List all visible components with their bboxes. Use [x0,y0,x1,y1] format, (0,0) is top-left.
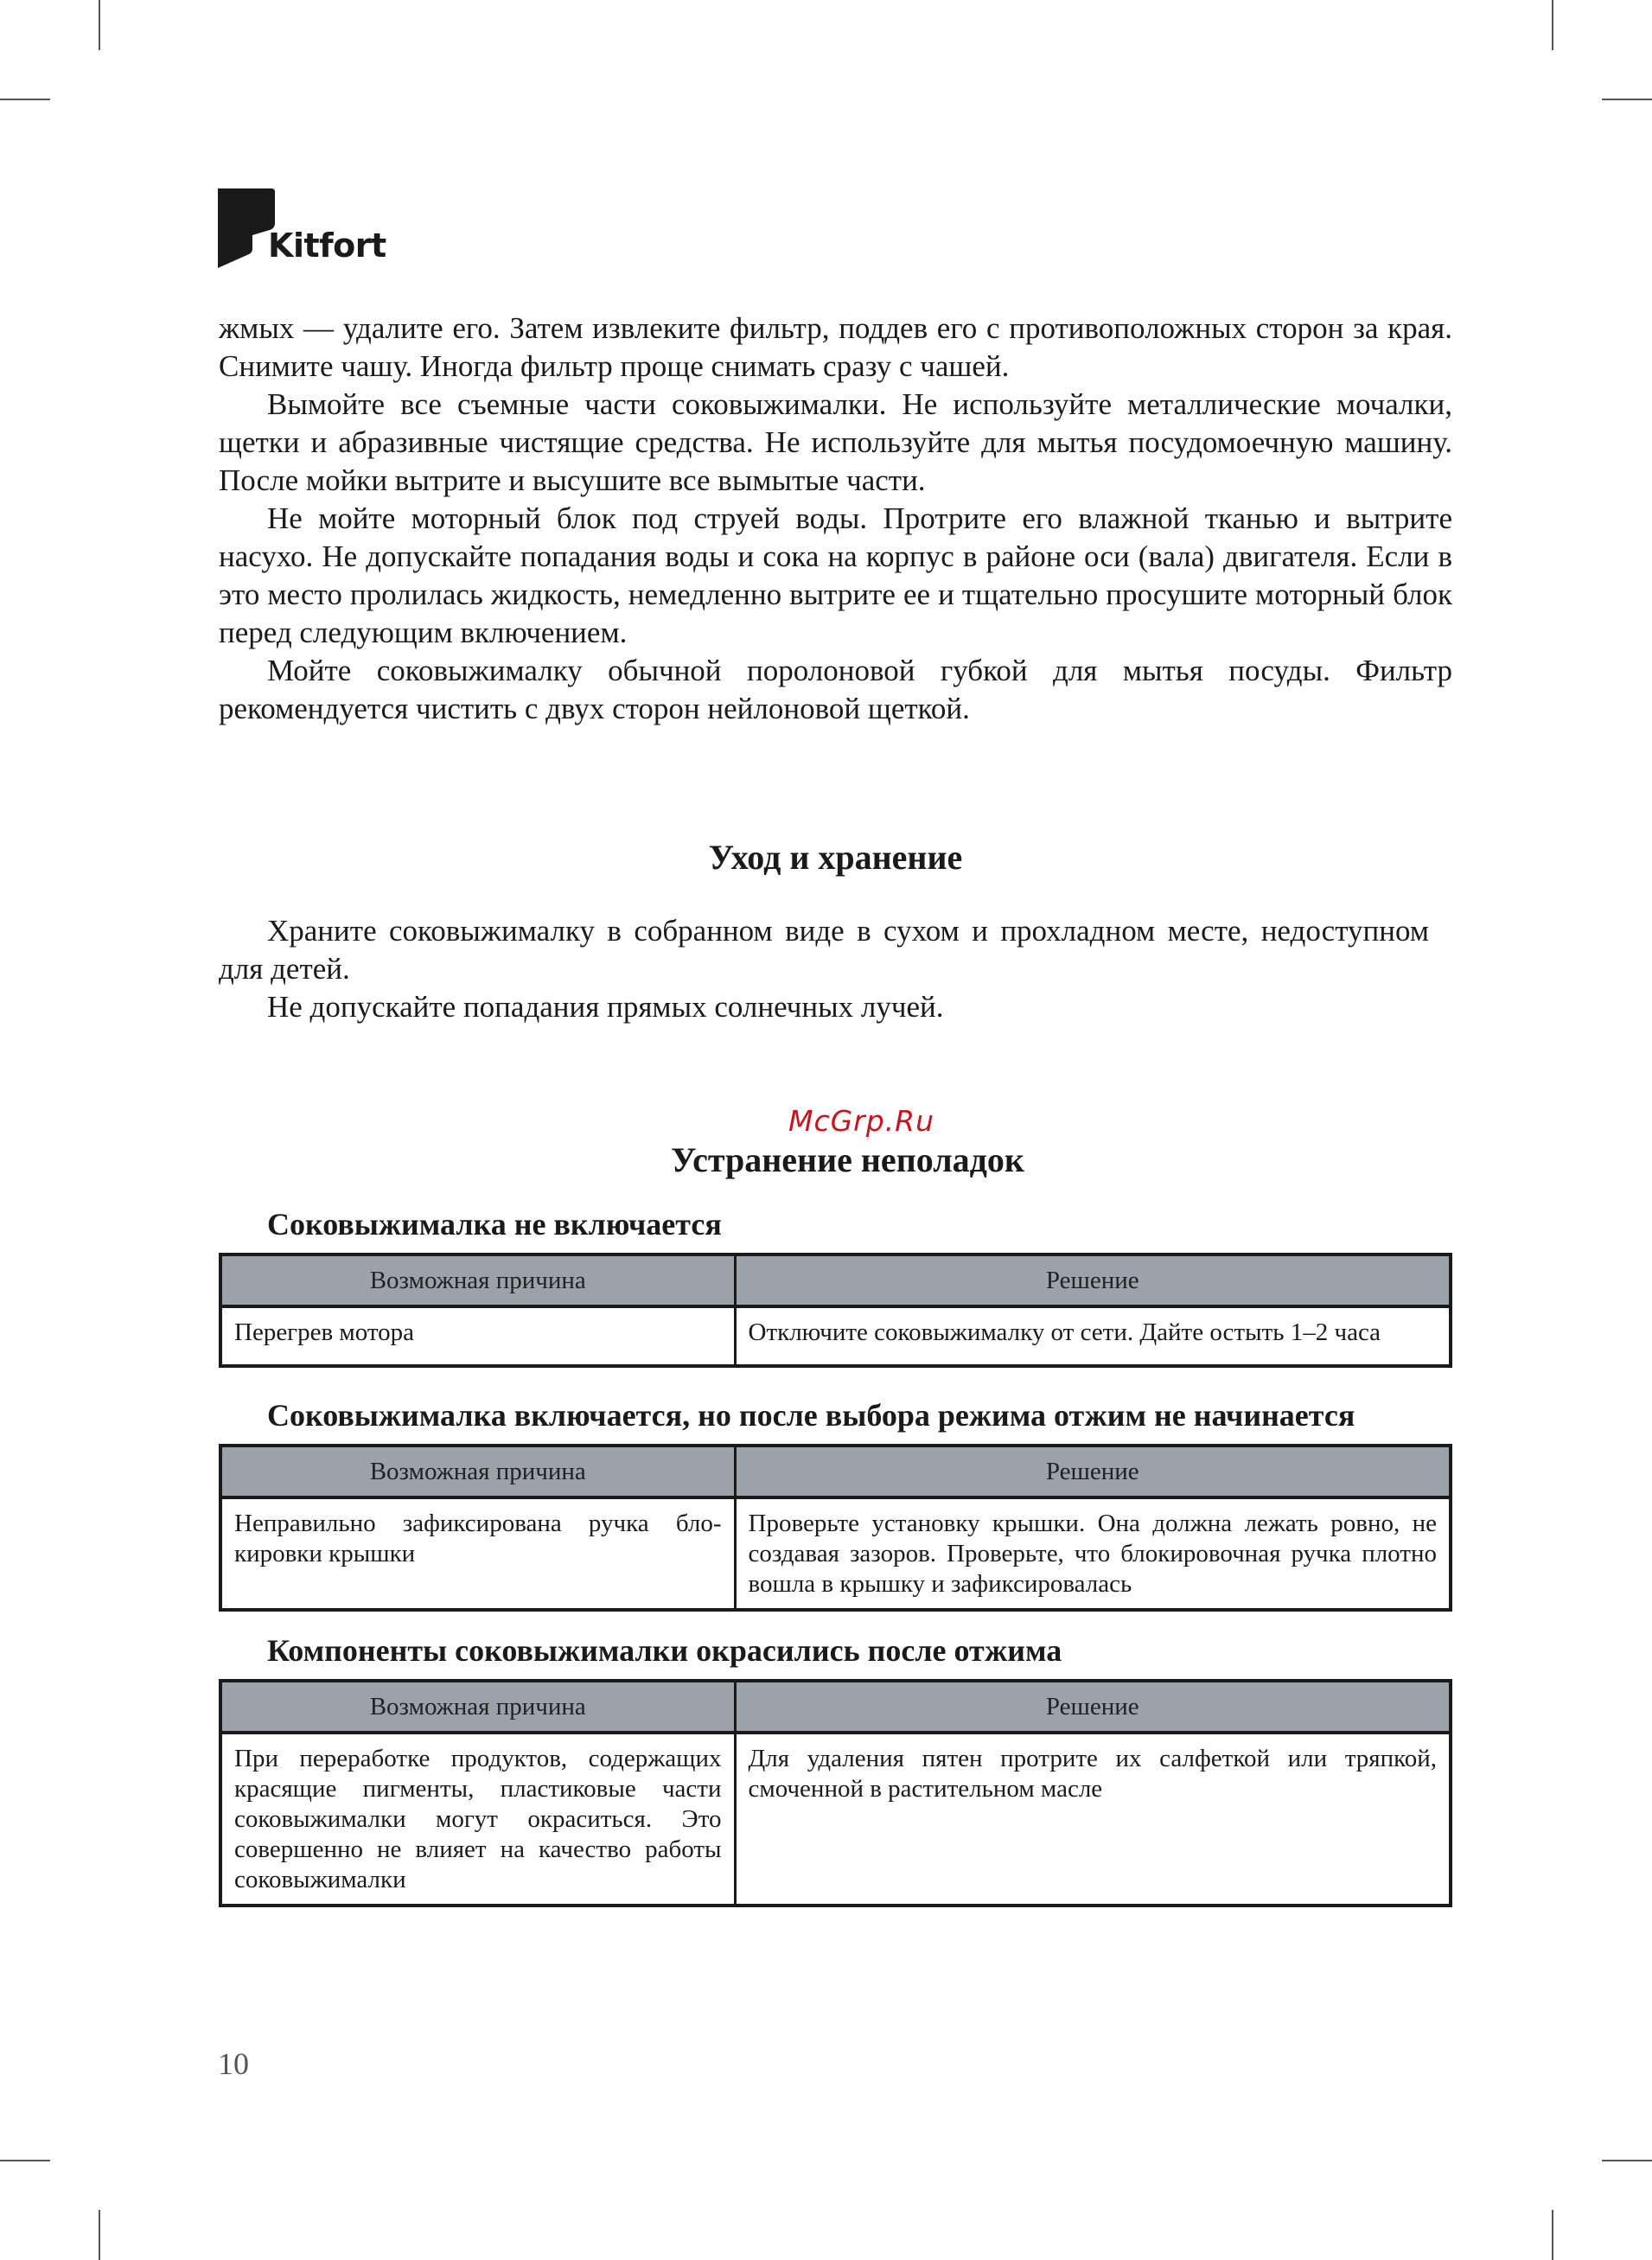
crop-mark [1602,99,1652,100]
crop-mark [99,2210,100,2260]
intro-paragraph: жмых — удалите его. Затем извлеките фильтр, поддев его с противоположных сторон за края. Снимите чашу. Иногда фильтр проще снимать сразу с чашей. [219,311,1452,383]
watermark: McGrp.Ru [788,1104,935,1138]
crop-mark [99,0,100,50]
table-header-row [220,1446,1451,1497]
column-header-cause: Возможная причина [220,1681,735,1733]
solution-cell: Проверьте установку крышки. Она должна лежать ровно, не создавая зазоров. Проверьте, что блокировочная ручка плотно вошла в крышку и зафиксировалась [748,1510,1437,1598]
table-header-row [220,1681,1451,1733]
column-header-cause: Возможная причина [220,1254,735,1306]
care-paragraph: Не допускайте попадания прямых солнечных лучей. [267,990,944,1024]
cause-cell: Неправильно зафиксирована ручка блокировки крышки [220,1497,735,1610]
crop-mark [0,2160,50,2161]
cause-cell: При переработке продуктов, содержащих красящие пигменты, пластиковые части соковыжималки могут окраситься. Это совершенно не влияет на качество работы соковыжималки [220,1733,735,1906]
intro-paragraph: Не мойте моторный блок под струей воды. Протрите его влажной тканью и вытрите насухо. Не допускайте попадания воды и сока на корпус в районе оси (вала) двигателя. Если в это место пролилась жидкость, немедленно вытрите ее и тщательно просушите моторный блок перед следующим включением. [219,501,1452,649]
troubleshooting-table [219,1444,1452,1612]
table-row [220,1306,1451,1366]
care-paragraph: Храните соковыжималку в собранном виде в сухом и прохладном месте, недоступном для детей. [219,914,1429,986]
care-section-title: Уход и хранение [708,838,963,877]
table-row [220,1497,1451,1610]
column-header-solution: Решение [735,1254,1451,1306]
problem-heading: Соковыжималка не включается [267,1207,722,1242]
troubleshooting-table [219,1253,1452,1368]
column-header-cause: Возможная причина [220,1446,735,1497]
problem-heading: Компоненты соковыжималки окрасились после отжима [267,1633,1062,1668]
troubleshooting-title: Устранение неполадок [671,1140,1024,1179]
crop-mark [1602,2160,1652,2161]
solution-cell: Для удаления пятен протрите их салфеткой или тряпкой, смоченной в растительном масле [748,1745,1437,1803]
table-header-row [220,1254,1451,1306]
page-content [219,310,1452,1907]
troubleshooting-table [219,1679,1452,1907]
intro-paragraph: Вымойте все съемные части соковыжималки. Не используйте металлические мочалки, щетки и абразивные чистящие средства. Не используйте для мытья посудомоечную машину. После мойки вытрите и высушите все вымытые части. [219,387,1452,497]
crop-mark [0,99,50,100]
column-header-solution: Решение [735,1446,1451,1497]
crop-mark [1552,0,1553,50]
crop-mark [1552,2210,1553,2260]
column-header-solution: Решение [735,1681,1451,1733]
table-row [220,1733,1451,1906]
brand-name: Kitfort [268,227,386,265]
cause-cell: Перегрев мотора [220,1306,735,1366]
intro-paragraph: Мойте соковыжималку обычной поролоновой губкой для мытья посуды. Фильтр рекомендуется чистить с двух сторон нейлоновой щеткой. [219,654,1452,725]
page-number: 10 [218,2046,249,2081]
solution-cell: Отключите соковыжималку от сети. Дайте остыть 1–2 часа [748,1318,1381,1346]
problem-heading: Соковыжималка включается, но после выбора режима отжим не начинается [267,1398,1355,1433]
